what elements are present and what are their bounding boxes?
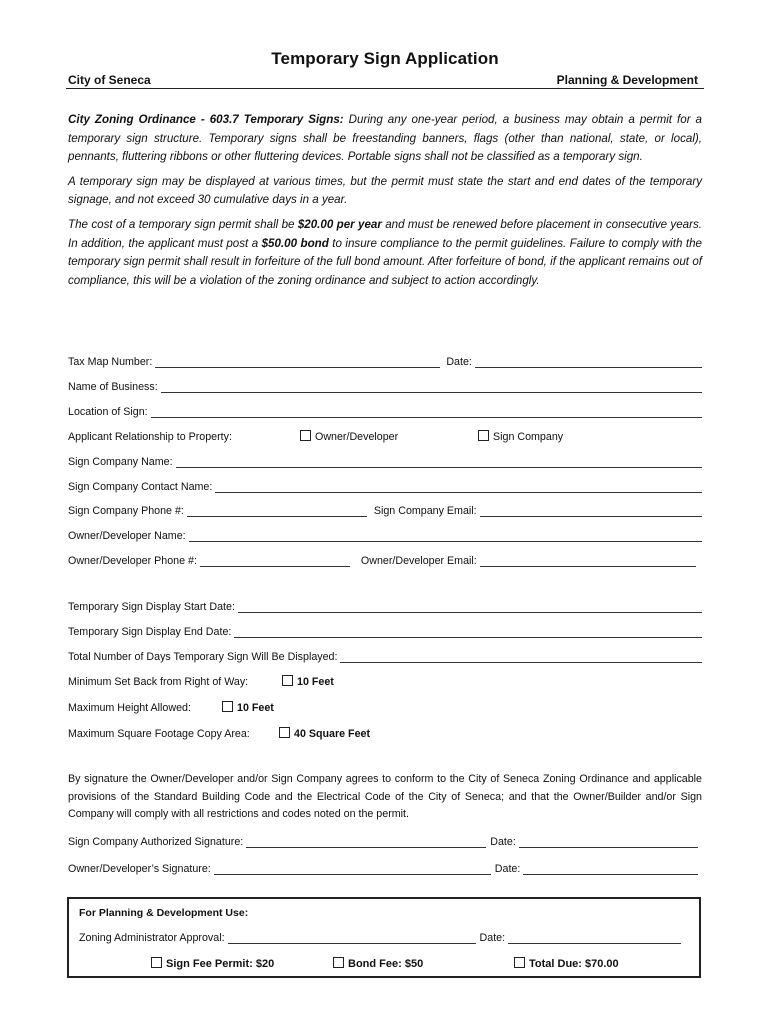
owner-email-field[interactable] [480, 555, 696, 567]
owner-name-field[interactable] [189, 530, 702, 542]
owner-phone-row [68, 551, 702, 567]
sign-company-contact-field[interactable] [215, 481, 702, 493]
sign-company-name-label: Sign Company Name: [68, 456, 173, 468]
setback-label: Minimum Set Back from Right of Way: [68, 676, 249, 688]
owner-signature-date-field[interactable] [523, 863, 698, 875]
ordinance-paragraph-1 [68, 111, 702, 167]
total-days-label: Total Number of Days Temporary Sign Will Be Displayed: [68, 651, 338, 663]
ordinance-text-1: During any one-year period, a business may obtain a permit for a temporary sign structure. Temporary signs shall be freestanding banners, flags (other than national, state, or local), pennants, fluttering ribbons or other fluttering devices. Portable signs shall not be classified as a temporary sign. [68, 113, 702, 164]
cost-text-b: and must be renewed before placement in consecutive years. In addition, the applicant must post a [68, 217, 702, 250]
date-field[interactable] [475, 356, 702, 368]
total-due-option[interactable] [514, 957, 619, 970]
owner-signature-field[interactable] [214, 863, 491, 875]
bond-amount: $50.00 bond [261, 236, 329, 250]
sign-company-signature-date-field[interactable] [519, 836, 698, 848]
total-days-field[interactable] [340, 651, 702, 663]
setback-value: 10 Feet [297, 676, 334, 688]
cost-text-a: The cost of a temporary sign permit shall be [68, 217, 298, 231]
bond-fee-option[interactable] [333, 957, 423, 970]
setback-option[interactable] [282, 675, 334, 688]
location-label: Location of Sign: [68, 406, 148, 418]
owner-signature-date-label: Date: [494, 863, 521, 875]
owner-name-label: Owner/Developer Name: [68, 530, 186, 542]
relationship-row [68, 427, 702, 443]
header-divider [66, 88, 704, 89]
height-label: Maximum Height Allowed: [68, 702, 191, 714]
setback-checkbox[interactable] [282, 675, 293, 686]
sqft-row [68, 724, 702, 740]
sign-fee-label: Sign Fee Permit: $20 [166, 958, 275, 970]
end-date-row [68, 622, 702, 638]
tax-map-label: Tax Map Number: [68, 356, 153, 368]
business-name-field[interactable] [161, 381, 702, 393]
sign-company-phone-label: Sign Company Phone #: [68, 505, 184, 517]
owner-signature-label: Owner/Developer’s Signature: [68, 863, 211, 875]
department-name: Planning & Development [556, 73, 698, 87]
consent-statement: By signature the Owner/Developer and/or Sign Company agrees to conform to the City of Seneca Zoning Ordinance and applicable provisions of the Standard Building Code and the Electrical Code of the City of Seneca; and that the Owner/Builder and/or Sign Company will comply with all restrictions and codes noted on the permit. [68, 773, 702, 820]
start-date-row [68, 597, 702, 613]
sign-company-name-field[interactable] [176, 456, 702, 468]
sign-company-phone-field[interactable] [187, 505, 367, 517]
ordinance-paragraph-2: A temporary sign may be displayed at various times, but the permit must state the start and end dates of the temporary signage, and not exceed 30 cumulative days in a year. [68, 174, 702, 207]
approval-row [79, 928, 685, 944]
cost-amount: $20.00 per year [297, 217, 382, 231]
ordinance-reference: City Zoning Ordinance - 603.7 Temporary Signs: [68, 113, 344, 126]
tax-map-field[interactable] [155, 356, 440, 368]
owner-phone-label: Owner/Developer Phone #: [68, 555, 197, 567]
setback-row [68, 672, 702, 688]
sign-company-contact-label: Sign Company Contact Name: [68, 481, 213, 493]
approval-label: Zoning Administrator Approval: [79, 932, 225, 944]
total-due-checkbox[interactable] [514, 957, 525, 968]
total-due-label: Total Due: $70.00 [529, 958, 619, 970]
bond-fee-label: Bond Fee: $50 [348, 958, 424, 970]
sign-company-signature-label: Sign Company Authorized Signature: [68, 836, 244, 848]
ordinance-paragraph-3 [68, 216, 702, 290]
sign-company-phone-row [68, 501, 702, 517]
owner-phone-field[interactable] [200, 555, 350, 567]
height-value: 10 Feet [237, 702, 274, 714]
sign-company-checkbox[interactable] [478, 430, 489, 441]
city-name: City of Seneca [68, 73, 151, 87]
start-date-label: Temporary Sign Display Start Date: [68, 601, 235, 613]
sign-company-option-label: Sign Company [493, 431, 564, 443]
start-date-field[interactable] [238, 601, 702, 613]
owner-developer-option-label: Owner/Developer [315, 431, 399, 443]
sqft-label: Maximum Square Footage Copy Area: [68, 728, 250, 740]
total-days-row [68, 647, 702, 663]
location-field[interactable] [151, 406, 702, 418]
sign-company-email-label: Sign Company Email: [373, 505, 477, 517]
sign-fee-checkbox[interactable] [151, 957, 162, 968]
location-row [68, 402, 702, 418]
sqft-option[interactable] [279, 727, 370, 740]
sign-company-email-field[interactable] [480, 505, 702, 517]
ordinance-text [68, 111, 702, 296]
approval-date-label: Date: [479, 932, 506, 944]
sqft-value: 40 Square Feet [294, 728, 371, 740]
sign-company-signature-date-label: Date: [490, 836, 516, 848]
sign-company-name-row [68, 452, 702, 468]
approval-date-field[interactable] [508, 932, 681, 944]
end-date-field[interactable] [234, 626, 702, 638]
owner-developer-option[interactable] [300, 430, 478, 443]
sign-fee-option[interactable] [151, 957, 274, 970]
height-row [68, 698, 702, 714]
date-label: Date: [446, 356, 472, 368]
end-date-label: Temporary Sign Display End Date: [68, 626, 232, 638]
owner-developer-checkbox[interactable] [300, 430, 311, 441]
height-checkbox[interactable] [222, 701, 233, 712]
height-option[interactable] [222, 701, 274, 714]
page-title: Temporary Sign Application [271, 49, 499, 68]
business-name-label: Name of Business: [68, 381, 158, 393]
office-use-title: For Planning & Development Use: [79, 907, 249, 919]
office-use-box [67, 897, 701, 978]
tax-map-row [68, 352, 702, 368]
sign-company-contact-row [68, 477, 702, 493]
owner-email-label: Owner/Developer Email: [360, 555, 477, 567]
sign-company-signature-field[interactable] [246, 836, 486, 848]
bond-fee-checkbox[interactable] [333, 957, 344, 968]
owner-signature-row [68, 859, 702, 875]
business-name-row [68, 377, 702, 393]
cost-text-c: to insure compliance to the permit guidelines. Failure to comply with the temporary sign permit shall result in forfeiture of the full bond amount. After forfeiture of bond, if the applicant remains out of compliance, this will be a violation of the zoning ordinance and subject to action accordingly. [68, 236, 702, 287]
relationship-label: Applicant Relationship to Property: [68, 431, 232, 443]
approval-field[interactable] [228, 932, 476, 944]
owner-name-row [68, 526, 702, 542]
sqft-checkbox[interactable] [279, 727, 290, 738]
sign-company-signature-row [68, 832, 702, 848]
sign-company-option[interactable] [478, 430, 563, 443]
